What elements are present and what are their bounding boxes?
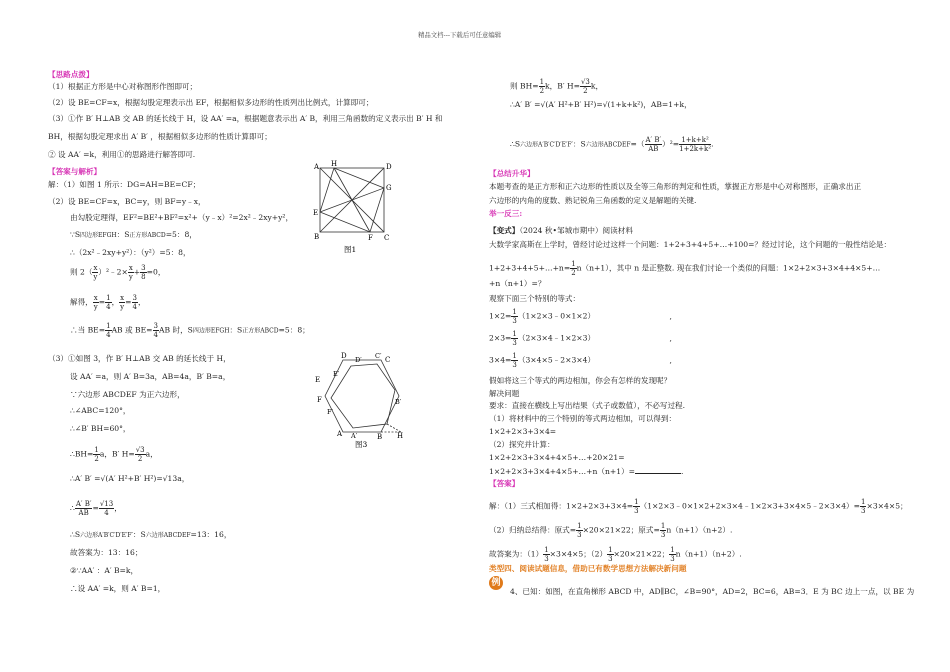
answer-line-8: ∴当 BE= $\frac{1}{4}$ AB 或 BE= $\frac{3}{4}$ AB 时，S四边形EFGH：S正方形ABCD=5：8； [70,322,310,339]
summary-line-2: 六边形的内角的度数、熟记锐角三角函数的定义是解题的关键. [489,196,697,205]
variant-title: 【变式】（2024 秋•邹城市期中）阅读材料 [489,226,633,235]
variant-line-4: 观察下面三个特别的等式： [489,294,581,303]
equation-1: 1×2= $\frac{1}{3}$ （1×2×3﹣0×1×2） , [489,308,672,325]
question-4: 4、已知：如图，在直角梯形 ABCD 中，AD∥BC，∠B=90°，AD=2，BC=6，AB=3．E 为 BC 边上一点，以 BE 为 [510,587,915,596]
fig1-label-F: F [368,234,373,242]
fig3-label-D: D [341,352,347,360]
answer-line-18: 故答案为：13：16； [70,548,143,557]
right-line-1: 则 BH= $\frac{1}{2}$ k，B′ H= $\frac{√3}{2}$ k， [510,78,604,95]
right-line-3: ∴S六边形A′B′C′D′E′F′：S六边形ABCDEF=（ $\frac{A' B'}{AB}$ ）²= $\frac{\text{1+k+k²}}{\text{1+2k+k²}}$ . [510,136,714,153]
fig1-caption: 图1 [344,245,357,254]
fig1-label-C: C [384,234,390,242]
thinking-title: 【思路点拨】 [48,70,94,79]
answer-line-17: ∴S六边形A′B′C′D′E′F′：S六边形ABCDEF=13：16， [70,530,232,539]
variant-line-2: 1+2+3+4+5+…+n= $\frac{1}{2}$ n（n+1），其中 n 是正整数. 现在我们讨论一个类似的问题：1×2+2×3+3×4+4×5+… [489,260,881,277]
fig1-label-E: E [313,209,319,217]
fig3-label-Dp: D′ [355,356,362,364]
fig3-label-E: E [315,376,321,384]
variant-line-9: 1×2+2×3+3×4= [489,427,557,436]
answer-line-3: 由勾股定理得，EF²=BE²+BF²=x²+（y﹣x）²=2x²﹣2xy+y²， [70,213,294,222]
answer-line-14: ∴BH= $\frac{1}{2}$ a，B′ H= $\frac{√3}{2}$ a， [70,446,158,463]
answer-line-15: ∴A′ B′ =√(A′ H²+B′ H²)=√13a， [70,474,190,483]
thinking-line-5: ② 设 AA′ =k，利用①的思路进行解答即可. [48,150,196,159]
variant-line-8: （1）将材料中的三个特别的等式两边相加，可以得到： [489,414,677,423]
answer-line-20: ∴设 AA′ =k，则 A′ B=1， [70,584,166,593]
thinking-line-4: BH，根据勾股定理求出 A′ B′ ，根据相似多边形的性质计算即可； [48,132,272,141]
answer-line-7: 解得， $\frac{x}{y}$ = $\frac{1}{4}$ ， $\frac{x}{y}$ = $\frac{3}{4}$ ， [70,294,146,311]
answer-line-6: 则 2（ $\frac{x}{y}$ ）²﹣2× $\frac{x}{y}$ + $\frac{3}{8}$ =0， [70,264,166,281]
answer-line-9: （3）①如图 3，作 B′ H⊥AB 交 AB 的延长线于 H， [48,354,231,363]
fig3-label-Bp: B′ [395,398,402,406]
fig1-label-A: A [314,163,320,171]
answer-blank [635,466,681,474]
fig3-label-A: A [337,430,343,438]
fig3-label-B: B [377,433,383,441]
fig1-label-G: G [386,184,392,192]
figure-3-hexagon [315,352,411,448]
equation-2: 2×3= $\frac{1}{3}$ （2×3×4﹣1×2×3） , [489,330,672,347]
fig3-label-Ep: E′ [333,370,340,378]
solution-line-1: 解：（1）三式相加得：1×2+2×3+3×4= $\frac{1}{3}$ （1×2×3﹣0×1×2+2×3×4﹣1×2×3+3×4×5﹣2×3×4）= $\frac{1}{3}$ ×3×4×5； [489,498,908,515]
answer-line-16: ∴ $\frac{A' B'}{AB}$ = $\frac{√13}{4}$ ， [70,500,122,517]
fig1-label-B: B [314,233,320,241]
variant-line-12: 1×2+2×3+3×4+4×5+…+n（n+1）= . [489,467,684,476]
fig3-label-H: H [397,432,404,440]
variant-line-1: 大数学家高斯在上学时，曾经讨论过这样一个问题：1+2+3+4+5+…+100=？经过讨论，这个问题的一般性结论是： [489,240,892,249]
variant-line-3: +n（n+1）=？ [489,279,546,288]
fig3-label-Fp: F′ [327,408,333,416]
right-line-2: ∴A′ B′ =√(A′ H²+B′ H²)=√(1+k+k²)，AB=1+k， [510,100,692,109]
answer-line-12: ∴∠ABC=120°， [70,406,131,415]
practice-title: 举一反三: [489,209,523,218]
answer-line-5: ∴（2x²﹣2xy+y²）：（y²）=5：8， [70,248,191,257]
fig3-label-Cp: C′ [375,352,382,360]
variant-line-7: 要求：直接在横线上写出结果（式子或数值），不必写过程. [489,401,686,410]
answer-line-19: ②∵AA′ ：A′ B=k， [70,566,139,575]
thinking-line-3: （3）①作 B′ H⊥AB 交 AB 的延长线于 H，设 AA′ =a，根据题意表示出 A′ B，利用三角函数的定义表示出 B′ H 和 [48,114,443,123]
type-four-heading: 类型四、阅读试题信息，借助已有数学思想方法解决新问题 [489,564,687,573]
fig3-label-Ap: A′ [351,432,358,440]
fig3-label-C: C [385,356,391,364]
figure-1-square [308,160,398,256]
answer-line-4: ∵S四边形EFGH：S正方形ABCD=5：8， [70,230,197,239]
solution-line-2: （2）归纳总结得：原式= $\frac{1}{3}$ ×20×21×22；原式= $\frac{1}{3}$ n（n+1）（n+2）. [489,522,733,539]
answer-line-2: （2）设 BE=CF=x，BC=y，则 BF=y﹣x， [48,197,206,206]
answer-line-1: 解：（1）如图 1 所示：DG=AH=BE=CF； [48,180,201,189]
fig3-caption: 图3 [355,440,368,448]
thinking-line-1: （1）根据正方形是中心对称图形作图即可； [48,82,198,91]
fig1-label-D: D [386,163,392,171]
solution-line-3: 故答案为：（1） $\frac{1}{3}$ ×3×4×5；（2） $\frac{1}{3}$ ×20×21×22； $\frac{1}{3}$ n（n+1）（n+2）. [489,546,742,563]
variant-line-6: 解决问题 [489,389,520,398]
fig1-label-H: H [331,160,338,168]
example-badge-icon: 例 [489,576,503,590]
thinking-line-2: （2）设 BE=CF=x，根据勾股定理表示出 EF，根据相似多边形的性质列出比例式，计算即可； [48,98,374,107]
answer-line-11: ∵六边形 ABCDEF 为正六边形， [70,390,185,399]
answer-line-13: ∴∠B′ BH=60°， [70,424,131,433]
summary-line-1: 本题考查的是正方形和正六边形的性质以及全等三角形的判定和性质，掌握正方形是中心对称图形，正确求出正 [489,182,862,191]
variant-line-5: 假如将这三个等式的两边相加，你会有怎样的发现呢？ [489,376,672,385]
answer-title: 【答案与解析】 [48,167,102,176]
equation-3: 3×4= $\frac{1}{3}$ （3×4×5﹣2×3×4） , [489,352,672,369]
variant-line-10: （2）探究并计算： [489,440,555,449]
answer-line-10: 设 AA′ =a，则 A′ B=3a，AB=4a，B′ B=a， [70,372,231,381]
variant-line-11: 1×2+2×3+3×4+4×5+…+20×21= [489,453,625,462]
summary-title: 【总结升华】 [489,169,535,178]
answer-title-right: 【答案】 [489,479,520,488]
fig3-label-F: F [317,396,322,404]
page-header: 精品文档---下载后可任意编辑 [418,31,502,39]
